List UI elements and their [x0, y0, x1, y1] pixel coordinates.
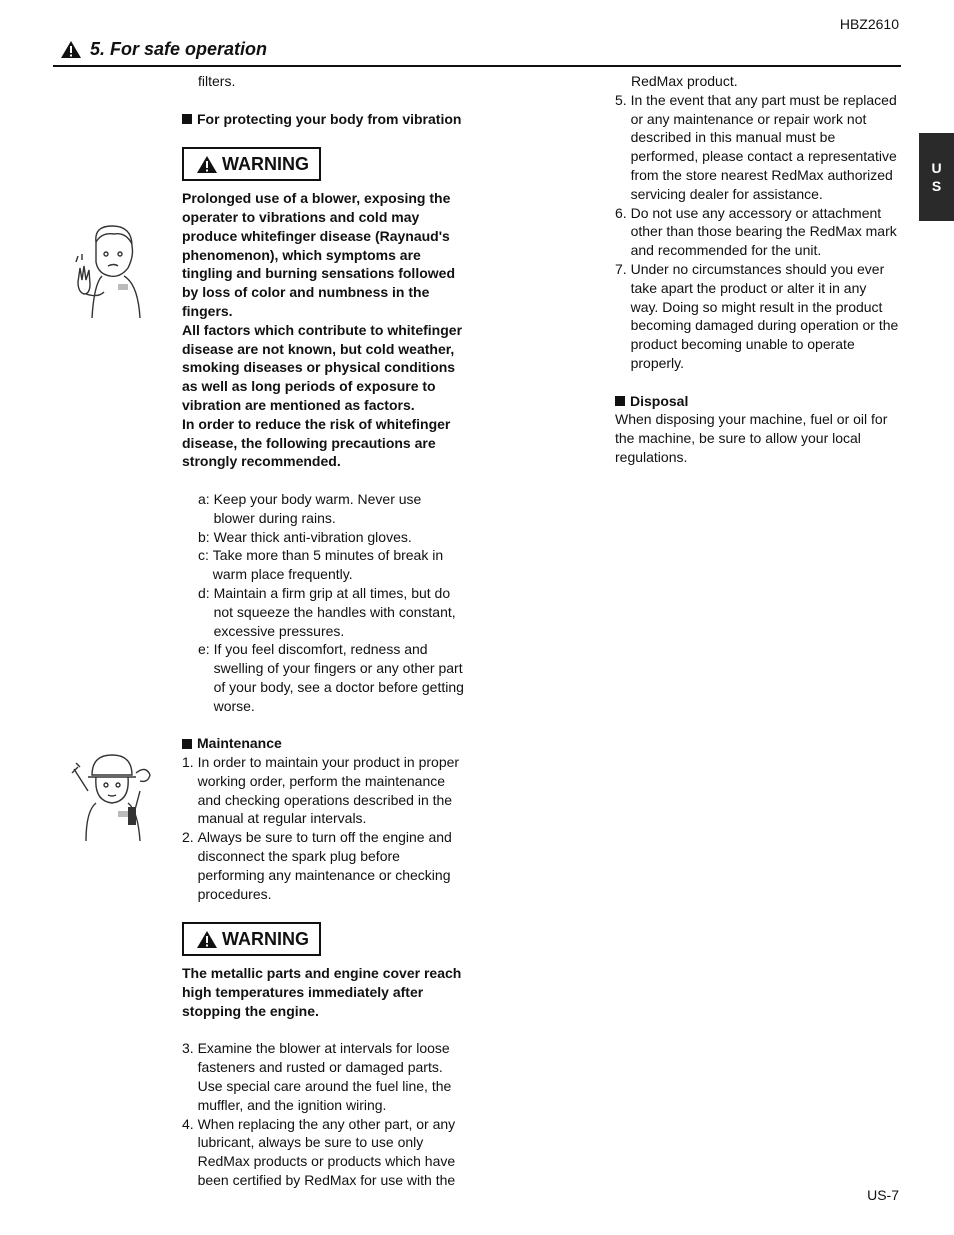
- text-line: lubricant, always be sure to use only: [197, 1134, 424, 1151]
- list-item: [615, 204, 905, 260]
- text-line: swelling of your fingers or any other part: [213, 660, 463, 677]
- text-line: Take more than 5 minutes of break in: [212, 547, 444, 564]
- text-line: phenomenon), which symptoms are: [182, 246, 421, 263]
- disposal-heading-text: Disposal: [630, 392, 689, 409]
- item-marker: 3.: [182, 1040, 198, 1057]
- text-line: from the store nearest RedMax authorized: [630, 166, 893, 183]
- list-item: [182, 1115, 472, 1190]
- text-line: produce whitefinger disease (Raynaud's: [182, 227, 450, 244]
- item-marker: d:: [198, 584, 214, 601]
- model-number: HBZ2610: [839, 16, 899, 32]
- text-line: Wear thick anti-vibration gloves.: [213, 528, 412, 545]
- text-line: and checking operations described in the: [197, 791, 453, 808]
- page-number: US-7: [867, 1187, 899, 1203]
- side-tab-letter: S: [931, 178, 942, 194]
- left-column: [182, 72, 472, 1190]
- side-tab-letter: U: [931, 160, 942, 176]
- text-line: vibration are mentioned as factors.: [182, 396, 415, 413]
- text-line: procedures.: [197, 885, 272, 902]
- text-line: disease are not known, but cold weather,: [182, 340, 455, 357]
- warning-triangle-icon: [196, 155, 218, 174]
- continued-text: filters.: [198, 73, 236, 89]
- warning-label: WARNING: [222, 154, 309, 175]
- maintenance-list-b: [182, 1039, 472, 1189]
- text-line: disconnect the spark plug before: [197, 848, 400, 865]
- warning-label-box: [182, 922, 321, 956]
- maintenance-list-a: [182, 753, 472, 903]
- header-rule: [53, 65, 901, 67]
- list-item: [182, 753, 472, 828]
- precautions-list: [182, 490, 472, 716]
- vibration-heading: [182, 110, 472, 129]
- text-line: as well as long periods of exposure to: [182, 378, 436, 395]
- text-line: Do not use any accessory or attachment: [630, 204, 882, 221]
- side-tab: [919, 133, 954, 221]
- item-marker: 5.: [615, 91, 631, 108]
- text-line: of your body, see a doctor before getting: [213, 678, 464, 695]
- text-line: properly.: [630, 354, 685, 371]
- text-line: performed, please contact a representative: [630, 148, 897, 165]
- text-line: All factors which contribute to whitefinger: [182, 321, 463, 338]
- list-item: [615, 260, 905, 373]
- text-line: worse.: [213, 697, 255, 714]
- disposal-text: [615, 410, 905, 466]
- text-line: When disposing your machine, fuel or oil for: [615, 411, 888, 428]
- square-bullet-icon: [182, 739, 192, 749]
- maintenance-heading-text: Maintenance: [197, 735, 282, 752]
- warning-label-box: [182, 147, 321, 181]
- item-marker: 1.: [182, 754, 198, 771]
- page-title: 5. For safe operation: [90, 39, 268, 60]
- text-line: Examine the blower at intervals for loose: [197, 1040, 450, 1057]
- text-line: described in this manual must be: [630, 129, 836, 146]
- item-marker: c:: [198, 547, 213, 564]
- text-line: The metallic parts and engine cover reach: [182, 965, 462, 982]
- text-line: the machine, be sure to allow your local: [615, 430, 861, 447]
- text-line: Under no circumstances should you ever: [630, 260, 885, 277]
- item-marker: b:: [198, 528, 214, 545]
- text-line: disease, the following precautions are: [182, 434, 436, 451]
- list-item: [615, 91, 905, 204]
- text-line: servicing dealer for assistance.: [630, 185, 823, 202]
- text-line: In the event that any part must be replaced: [630, 91, 897, 108]
- maintenance-worker-illustration: [70, 751, 158, 843]
- maintenance-list-c: [615, 91, 905, 373]
- text-line: manual at regular intervals.: [197, 810, 367, 827]
- item-marker: 4.: [182, 1115, 198, 1132]
- vibration-warning-text: [182, 189, 472, 471]
- item-marker: a:: [198, 490, 214, 507]
- list-item: [198, 640, 472, 715]
- text-line: fasteners and rusted or damaged parts.: [197, 1059, 443, 1076]
- maintenance-warning-text: [182, 964, 472, 1020]
- text-line: blower during rains.: [213, 509, 336, 526]
- text-line: and recommended for the unit.: [630, 242, 822, 259]
- list-item: [198, 584, 472, 640]
- square-bullet-icon: [182, 114, 192, 124]
- text-line: Keep your body warm. Never use: [213, 490, 422, 507]
- text-line: other than those bearing the RedMax mark: [630, 223, 897, 240]
- text-line: take apart the product or alter it in any: [630, 279, 867, 296]
- text-line: strongly recommended.: [182, 453, 341, 470]
- text-line: Prolonged use of a blower, exposing the: [182, 190, 451, 207]
- text-line: performing any maintenance or checking: [197, 866, 451, 883]
- text-line: In order to reduce the risk of whitefinger: [182, 415, 451, 432]
- text-line: not squeeze the handles with constant,: [213, 603, 456, 620]
- text-line: In order to maintain your product in proper: [197, 754, 460, 771]
- text-line: fingers.: [182, 302, 233, 319]
- text-line: Always be sure to turn off the engine and: [197, 829, 452, 846]
- text-line: stopping the engine.: [182, 1002, 319, 1019]
- warning-triangle-icon: [196, 930, 218, 949]
- vibration-heading-text: For protecting your body from vibration: [197, 110, 462, 127]
- text-line: or any maintenance or repair work not: [630, 110, 867, 127]
- text-line: product becoming unable to operate: [630, 336, 855, 353]
- text-line: smoking diseases or physical conditions: [182, 359, 456, 376]
- list-item: [198, 528, 472, 547]
- text-line: been certified by RedMax for use with the: [197, 1172, 456, 1189]
- text-line: Maintain a firm grip at all times, but do: [213, 584, 451, 601]
- continued-text: RedMax product.: [631, 73, 738, 89]
- text-line: muffler, and the ignition wiring.: [197, 1096, 387, 1113]
- text-line: way. Doing so might result in the product: [630, 298, 883, 315]
- text-line: warm place frequently.: [212, 566, 353, 583]
- section-header: [60, 40, 267, 59]
- text-line: working order, perform the maintenance: [197, 772, 446, 789]
- text-line: Use special care around the fuel line, the: [197, 1078, 452, 1095]
- item-marker: 6.: [615, 204, 631, 221]
- list-item: [182, 1039, 472, 1114]
- text-line: by loss of color and numbness in the: [182, 284, 430, 301]
- item-marker: 2.: [182, 829, 198, 846]
- text-line: operater to vibrations and cold may: [182, 208, 420, 225]
- text-line: tingling and burning sensations followed: [182, 265, 455, 282]
- warning-triangle-icon: [60, 40, 82, 59]
- square-bullet-icon: [615, 396, 625, 406]
- list-item: [198, 490, 472, 528]
- warning-label: WARNING: [222, 929, 309, 950]
- text-line: excessive pressures.: [213, 622, 345, 639]
- list-item: [198, 546, 472, 584]
- list-item: [182, 828, 472, 903]
- text-line: If you feel discomfort, redness and: [213, 641, 428, 658]
- text-line: When replacing the any other part, or any: [197, 1115, 456, 1132]
- text-line: high temperatures immediately after: [182, 984, 424, 1001]
- right-column: [615, 72, 905, 467]
- item-marker: e:: [198, 641, 214, 658]
- vibration-worker-illustration: [72, 222, 144, 320]
- text-line: RedMax products or products which have: [197, 1153, 456, 1170]
- text-line: regulations.: [615, 448, 688, 465]
- disposal-heading: [615, 392, 905, 411]
- maintenance-heading: [182, 734, 472, 753]
- text-line: becoming damaged during operation or the: [630, 317, 899, 334]
- item-marker: 7.: [615, 260, 631, 277]
